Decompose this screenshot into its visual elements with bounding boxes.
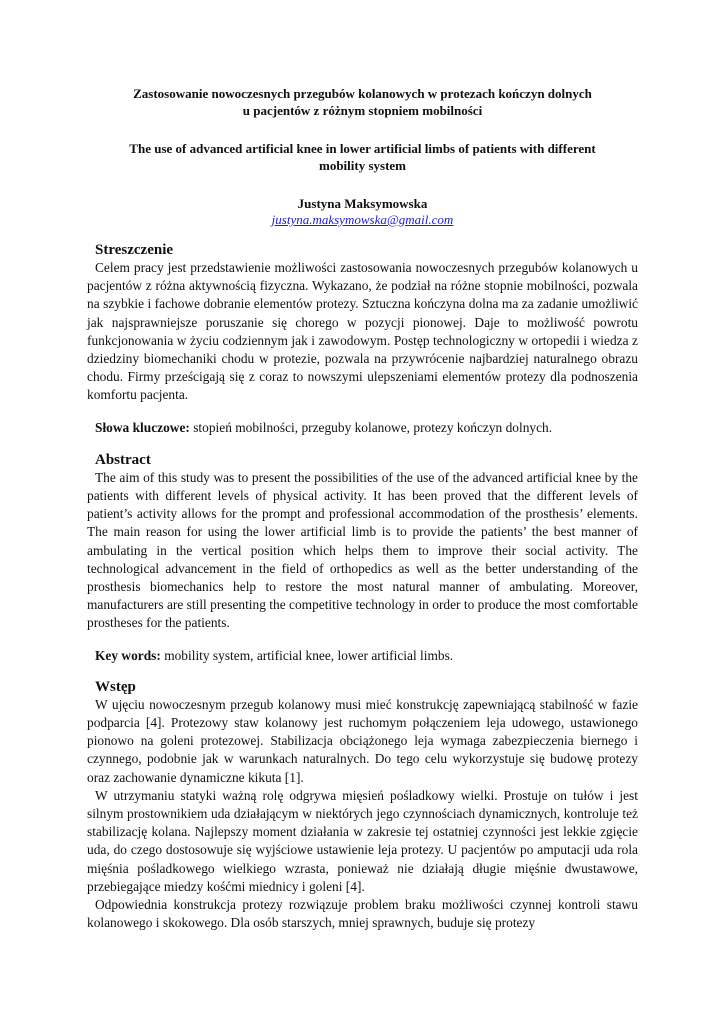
abstract-paragraph: The aim of this study was to present the possibilities of the use of the advanced artificial knee by the patients with different levels of physical activity. It has been proved that the different levels of patient’s activity allows for the prompt and professional accommodation of the prosthesis’ elements. The main reason for using the lower artificial limb is to provide the patients’ the best manner of ambulating in the vertical position which helps them to improve their social activity. The technological advancement in the field of orthopedics as well as the better understanding of the prosthesis biomechanics help to restore the most natural manner of ambulating. Moreover, manufacturers are still presenting the competitive technology in order to produce the most comfortable prostheses for the patients. <box>87 469 638 631</box>
author-name: Justyna Maksymowska <box>297 196 428 211</box>
wstep-paragraph-2: W utrzymaniu statyki ważną rolę odgrywa mięsień pośladkowy wielki. Prostuje on tułów i jest silnym prostownikiem uda działającym w niektórych jego czynnościach dynamicznych, kontroluje też stabilizację kolana. Najlepszy moment działania w zakresie tej ostatniej czynności jest lekkie zgięcie uda, do czego dostosowuje się wyjściowe ustawienie leja protezy. U pacjentów po amputacji uda rola mięśnia pośladkowego wielkiego wzrasta, ponieważ nie działają długie mięśnie dwustawowe, przebiegające miedzy kośćmi miednicy i goleni [4]. <box>87 787 638 894</box>
title-polish-line-2: u pacjentów z różnym stopniem mobilności <box>242 102 483 118</box>
title-english <box>87 141 638 174</box>
title-polish-line-1: Zastosowanie nowoczesnych przegubów kolanowych w protezach kończyn dolnych <box>133 86 592 101</box>
keywords-text: stopień mobilności, przeguby kolanowe, protezy kończyn dolnych. <box>189 419 553 435</box>
title-english-line-1: The use of advanced artificial knee in lower artificial limbs of patients with different <box>129 141 596 156</box>
keywords-label: Słowa kluczowe: <box>95 419 190 435</box>
section-heading-streszczenie: Streszczenie <box>95 242 174 258</box>
title-polish <box>87 86 638 119</box>
keywords-label: Key words: <box>95 647 161 663</box>
section-heading-abstract: Abstract <box>95 451 151 468</box>
title-english-line-2: mobility system <box>318 157 407 173</box>
title-block <box>87 86 638 174</box>
section-heading-wstep: Wstęp <box>95 678 136 695</box>
streszczenie-paragraph: Celem pracy jest przedstawienie możliwości zastosowania nowoczesnych przegubów kolanowych u pacjentów z różna aktywnością fizyczna. Wykazano, że podział na różne stopnie mobilności, pozwala na szybkie i fachowe dobranie elementów protezy. Sztuczna kończyna dolna ma za zadanie umożliwić jak najsprawniejsze poruszanie się chorego w pozycji pionowej. Daje to możliwość powrotu funkcjonowania w życiu codziennym jak i zawodowym. Postęp technologiczny w ortopedii i wiedza z dziedziny biomechaniki chodu w protezie, pozwala na przywrócenie najbardziej naturalnego obrazu chodu. Firmy prześcigają się z coraz to nowszymi ulepszeniami elementów protezy dla podnoszenia komfortu pacjenta. <box>87 260 638 403</box>
wstep-paragraph-3: Odpowiednia konstrukcja protezy rozwiązuje problem braku możliwości czynnej kontroli stawu kolanowego i skokowego. Dla osób starszych, mniej sprawnych, buduje się protezy <box>87 897 638 931</box>
wstep-paragraph-1: W ujęciu nowoczesnym przegub kolanowy musi mieć konstrukcję zapewniającą stabilność w fazie podparcia [4]. Protezowy staw kolanowy jest ruchomym połączeniem leja udowego, ustawionego pionowo na goleni protezowej. Stabilizacja obciążonego leja wymaga zabezpieczenia biernego i czynnego, podobnie jak w warunkach naturalnych. Do tego celu wykorzystuje się budowę protezy oraz zachowanie dynamiczne kikuta [1]. <box>87 696 638 785</box>
abstract-keywords <box>87 647 638 665</box>
keywords-text: mobility system, artificial knee, lower artificial limbs. <box>160 647 454 663</box>
author-email-link[interactable]: justyna.maksymowska@gmail.com <box>271 212 454 227</box>
streszczenie-keywords <box>87 419 638 437</box>
document-page <box>87 86 638 933</box>
